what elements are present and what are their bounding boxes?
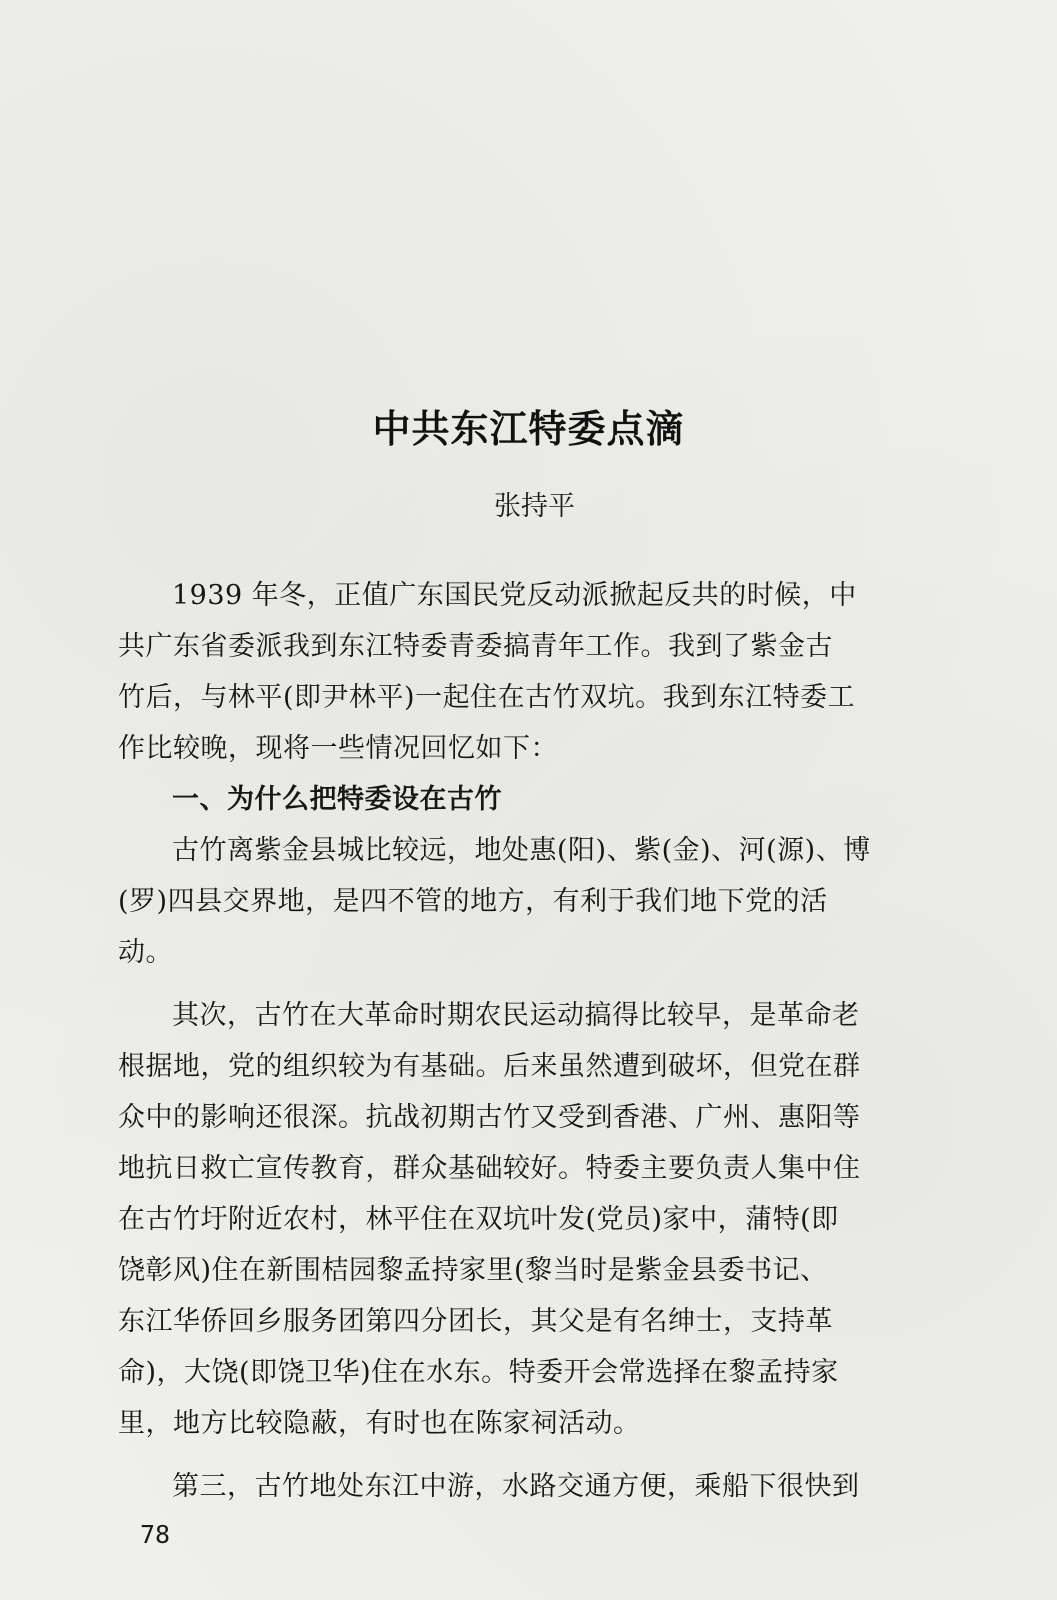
text-line: 饶彰风)住在新围桔园黎孟持家里(黎当时是紫金县委书记、 bbox=[118, 1255, 828, 1286]
text-line: 古竹离紫金县城比较远，地处惠(阳)、紫(金)、河(源)、博 bbox=[172, 835, 871, 866]
text-line: 共广东省委派我到东江特委青委搞青年工作。我到了紫金古 bbox=[118, 631, 833, 662]
text-line: 动。 bbox=[118, 937, 173, 968]
article-author: 张持平 bbox=[494, 491, 575, 522]
article-body bbox=[118, 570, 930, 1512]
text-line: 第三，古竹地处东江中游，水路交通方便，乘船下很快到 bbox=[172, 1471, 860, 1502]
section-heading: 一、为什么把特委设在古竹 bbox=[172, 784, 502, 815]
text-line: 众中的影响还很深。抗战初期古竹又受到香港、广州、惠阳等 bbox=[118, 1102, 861, 1133]
text-line: 里，地方比较隐蔽，有时也在陈家祠活动。 bbox=[118, 1408, 641, 1439]
text-line: 根据地，党的组织较为有基础。后来虽然遭到破坏，但党在群 bbox=[118, 1051, 861, 1082]
text-line: 作比较晚，现将一些情况回忆如下： bbox=[118, 733, 558, 764]
text-line: 东江华侨回乡服务团第四分团长，其父是有名绅士，支持革 bbox=[118, 1306, 833, 1337]
text-line: 1939 年冬，正值广东国民党反动派掀起反共的时候，中 bbox=[172, 580, 857, 611]
text-line: 地抗日救亡宣传教育，群众基础较好。特委主要负责人集中住 bbox=[118, 1153, 861, 1184]
paragraph-gap bbox=[118, 1449, 930, 1461]
text-line: 竹后，与林平(即尹林平)一起住在古竹双坑。我到东江特委工 bbox=[118, 682, 856, 713]
text-line: 在古竹圩附近农村，林平住在双坑叶发(党员)家中，蒲特(即 bbox=[118, 1204, 839, 1235]
paragraph-gap bbox=[118, 978, 930, 990]
article-title: 中共东江特委点滴 bbox=[372, 407, 685, 451]
text-line: (罗)四县交界地，是四不管的地方，有利于我们地下党的活 bbox=[118, 886, 828, 917]
text-line: 命)，大饶(即饶卫华)住在水东。特委开会常选择在黎孟持家 bbox=[118, 1357, 839, 1388]
text-line: 其次，古竹在大革命时期农民运动搞得比较早，是革命老 bbox=[172, 1000, 860, 1031]
page-number: 78 bbox=[140, 1520, 171, 1549]
